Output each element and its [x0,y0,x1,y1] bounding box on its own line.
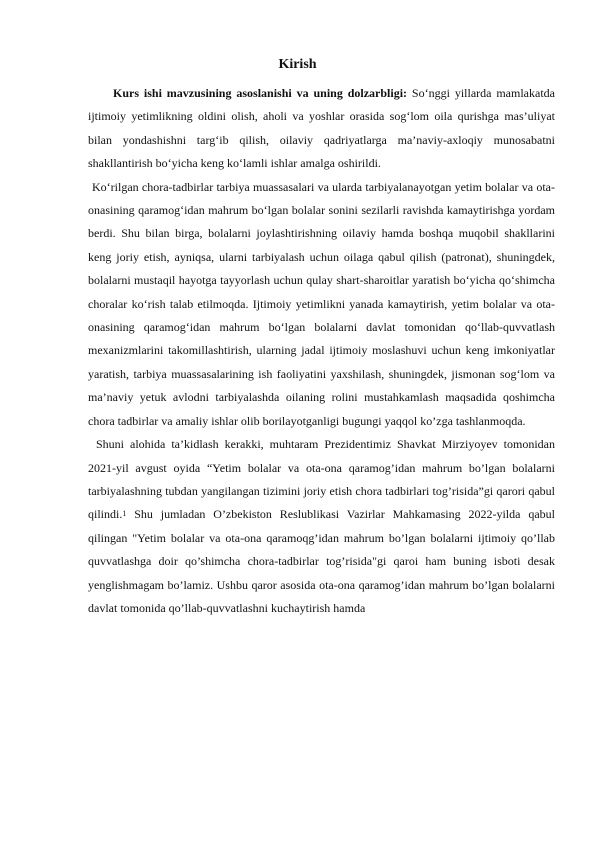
paragraph-1-text: So‘nggi yillarda mamlakatda ijtimoiy yetimlikning oldini olish, aholi va yoshlar orasida sog‘lom oila qurishga mas’uliyat bilan yondashishni targ‘ib qilish, oilaviy qadriyatlarga ma’naviy-axloqiy munosabatni shakllantirish bo‘yicha keng ko‘lamli ishlar amalga oshirildi. [88,86,555,171]
paragraph-1-lead: Kurs ishi mavzusining asoslanishi va uning dolzarbligi: [113,86,408,100]
paragraph-1 [88,82,555,176]
paragraph-2 [88,176,555,433]
paragraph-3 [88,433,555,620]
footnote-marker[interactable]: 1 [122,509,127,519]
paragraph-3-text-before: Shuni alohida ta’kidlash kerakki, muhtaram Prezidentimiz Shavkat Mirziyoyev tomonidan 2021-yil avgust oyida “Yetim bolalar va ota-ona qaramog’idan mahrum bo’lgan bolalarni tarbiyalashning tubdan yangilangan tizimini joriy etish chora tadbirlari tog’risida”gi qarori qabul qilindi. [88,437,555,522]
section-title: Kirish [278,57,317,72]
paragraph-2-text: Ko‘rilgan chora-tadbirlar tarbiya muassasalari va ularda tarbiyalanayotgan yetim bolalar va ota-onasining qaramog‘idan mahrum bo‘lgan bolalar sonini sezilarli ravishda kamaytirishga yordam berdi. Shu bilan birga, bolalarni joylashtirishning oilaviy hamda boshqa muqobil shakllarini keng joriy etish, ayniqsa, ularni tarbiyalash uchun oilaga qabul qilish (patronat), shuningdek, bolalarni mustaqil hayotga tayyorlash uchun qulay shart-sharoitlar yaratish bo‘yicha qo‘shimcha choralar ko‘rish talab etilmoqda. Ijtimoiy yetimlikni yanada kamaytirish, yetim bolalar va ota-onasining qaramog‘idan mahrum bo‘lgan bolalarni davlat tomonidan qo‘llab-quvvatlash mexanizmlarini takomillashtirish, ularning jadal ijtimoiy moslashuvi uchun keng imkoniyatlar yaratish, tarbiya muassasalarining ish faoliyatini yaxshilash, shuningdek, jismonan sog‘lom va ma’naviy yetuk avlodni tarbiyalashda oilaning rolini mustahkamlash maqsadida qoshimcha chora tadbirlar va amaliy ishlar olib borilayotganligi bugungi yaqqol ko’zga tashlanmoqda. [88,179,555,428]
document-body [88,82,555,620]
paragraph-3-text-after: Shu jumladan O’zbekiston Reslublikasi Vazirlar Mahkamasing 2022-yilda qabul qilingan "Yetim bolalar va ota-ona qaramoqg’idan mahrum bo’lgan bolalarni ijtimoiy qo’llab quvvatlashga doir qo’shimcha chora-tadbirlar tog’risida"gi qaroi ham buning isboti desak yenglishmagam bo’lamiz. Ushbu qaror asosida ota-ona qaramog’idan mahrum bo’lgan bolalarni davlat tomonida qo’llab-quvvatlashni kuchaytirish hamda [88,507,555,615]
